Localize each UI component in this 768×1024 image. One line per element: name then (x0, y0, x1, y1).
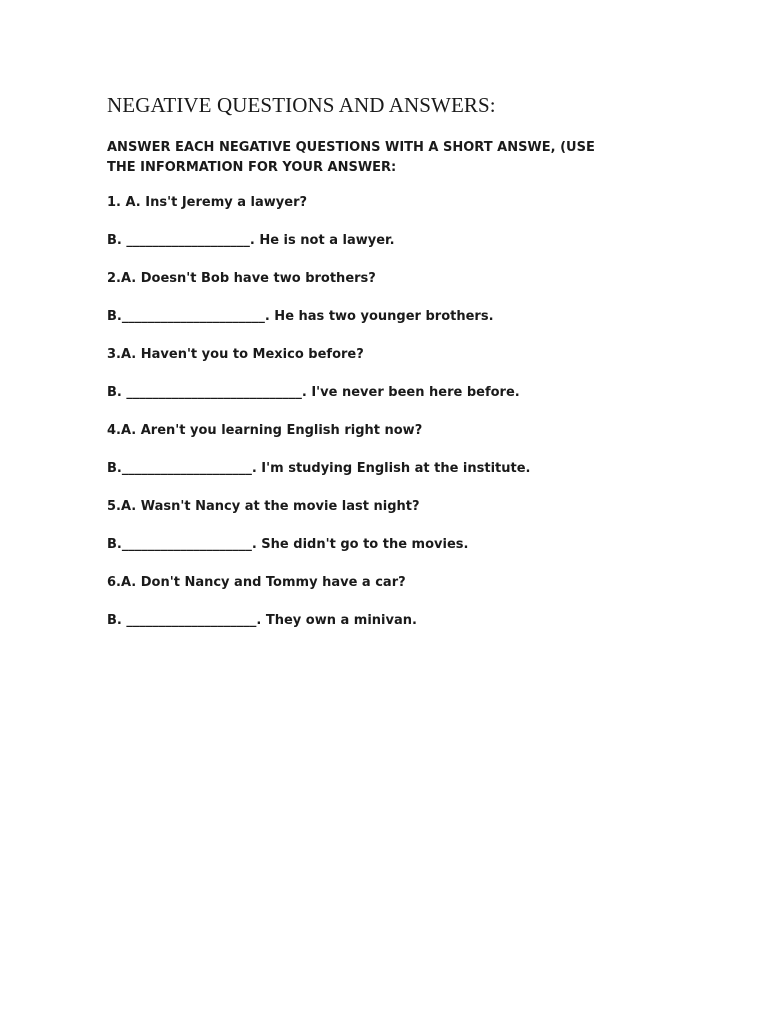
instructions: ANSWER EACH NEGATIVE QUESTIONS WITH A SHORT ANSWE, (USE THE INFORMATION FOR YOUR ANSWER: (107, 140, 595, 175)
answer-2: B.______________________. He has two younger brothers. (107, 309, 494, 324)
page-title: NEGATIVE QUESTIONS AND ANSWERS: (107, 93, 496, 117)
answer-5: B.____________________. She didn't go to the movies. (107, 537, 469, 552)
question-block-3 (107, 345, 667, 403)
question-block-2 (107, 269, 667, 327)
question-3: 3.A. Haven't you to Mexico before? (107, 347, 364, 362)
question-2: 2.A. Doesn't Bob have two brothers? (107, 271, 376, 286)
question-1: 1. A. Ins't Jeremy a lawyer? (107, 195, 308, 210)
answer-4: B.____________________. I'm studying English at the institute. (107, 461, 531, 476)
question-block-4 (107, 421, 667, 479)
question-block-1 (107, 193, 667, 251)
question-6: 6.A. Don't Nancy and Tommy have a car? (107, 575, 406, 590)
question-block-6 (107, 573, 667, 631)
question-5: 5.A. Wasn't Nancy at the movie last night? (107, 499, 420, 514)
answer-3: B. ___________________________. I've never been here before. (107, 385, 520, 400)
answer-6: B. ____________________. They own a minivan. (107, 613, 417, 628)
worksheet-page (107, 92, 667, 631)
question-block-5 (107, 497, 667, 555)
answer-1: B. ___________________. He is not a lawyer. (107, 233, 395, 248)
question-4: 4.A. Aren't you learning English right now? (107, 423, 423, 438)
